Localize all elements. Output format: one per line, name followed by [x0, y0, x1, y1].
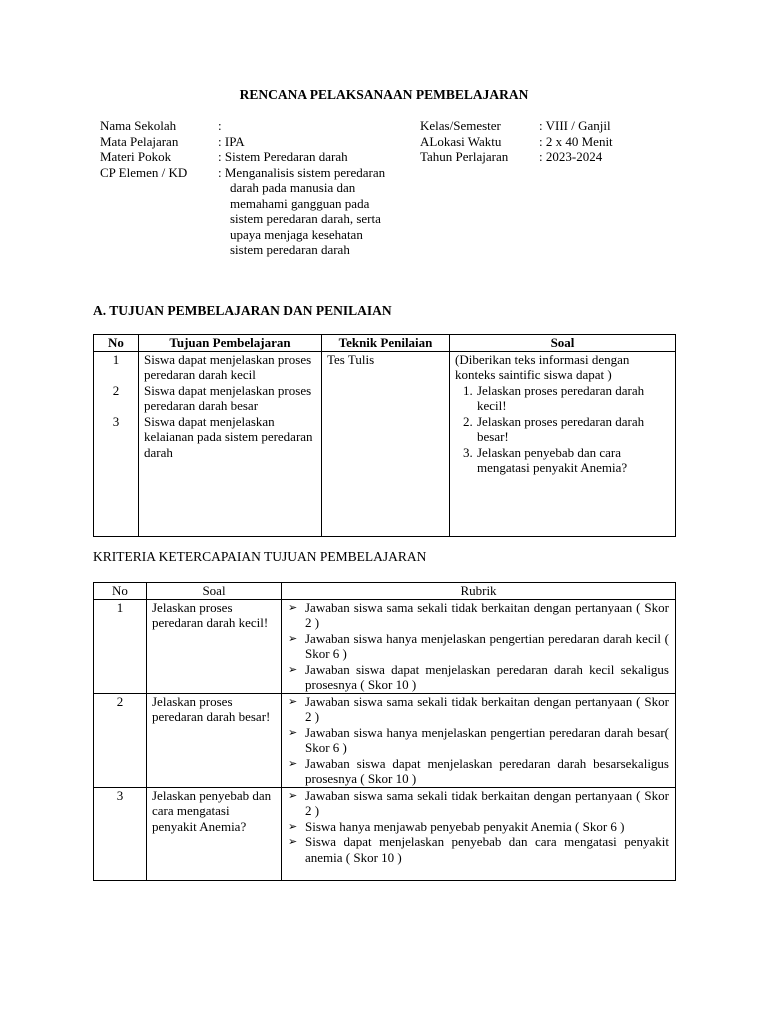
rubrik-text: Siswa dapat menjelaskan penyebab dan cara mengatasi penyakit anemia ( Skor 10 ): [305, 834, 669, 865]
arrowhead-bullet-icon: ➢: [288, 819, 298, 833]
row-number: 2: [112, 382, 120, 398]
header-no: No: [94, 335, 139, 352]
soal-intro: (Diberikan teks informasi dengan konteks saintific siswa dapat ): [455, 351, 630, 382]
identity-label: Kelas/Semester: [420, 118, 501, 133]
identity-label: Tahun Perlajaran: [420, 149, 509, 164]
rubrik-text: Jawaban siswa hanya menjelaskan pengertian peredaran darah kecil ( Skor 6 ): [305, 630, 669, 661]
tujuan-item: Siswa dapat menjelaskan proses peredaran darah kecil: [144, 351, 312, 382]
rubrik-cell: [282, 693, 676, 787]
tujuan-item: Siswa dapat menjelaskan proses peredaran darah besar: [144, 382, 312, 413]
arrowhead-bullet-icon: ➢: [288, 835, 298, 848]
rubrik-list: [288, 694, 669, 787]
identity-label: ALokasi Waktu: [420, 133, 502, 149]
soal-cell: Jelaskan proses peredaran darah kecil!: [147, 599, 282, 693]
identity-row-alokasi-waktu: [420, 134, 660, 150]
table-row: [94, 787, 676, 880]
header-no: No: [94, 583, 147, 600]
rubrik-cell: [282, 787, 676, 880]
no-cell: [94, 351, 139, 536]
identity-value: : VIII / Ganjil: [539, 118, 611, 133]
soal-item: 3. Jelaskan penyebab dan cara mengatasi penyakit Anemia?: [476, 445, 670, 476]
no-cell: 3: [94, 787, 147, 880]
rubrik-list: [288, 788, 669, 866]
cp-line: memahami gangguan pada: [230, 195, 370, 211]
header-soal: Soal: [450, 335, 676, 352]
identity-left: [100, 118, 420, 258]
soal-list: [455, 383, 670, 476]
table-header-row: [94, 583, 676, 600]
rubrik-text: Jawaban siswa dapat menjelaskan peredaran darah kecil sekaligus prosesnya ( Skor 10 ): [305, 661, 669, 692]
rubrik-cell: [282, 599, 676, 693]
identity-row-nama-sekolah: [100, 118, 420, 134]
cp-line: sistem peredaran darah, serta: [230, 211, 381, 226]
identity-value: : Sistem Peredaran darah: [218, 149, 348, 164]
rubrik-text: Siswa hanya menjawab penyebab penyakit Anemia ( Skor 6 ): [305, 818, 625, 834]
identity-row-materi-pokok: [100, 149, 420, 165]
identity-value: [218, 165, 408, 258]
rubrik-text: Jawaban siswa hanya menjelaskan pengertian peredaran darah besar( Skor 6 ): [305, 724, 669, 755]
kriteria-table: [93, 582, 676, 881]
table-header-row: [94, 335, 676, 352]
soal-item: 1. Jelaskan proses peredaran darah kecil!: [476, 383, 670, 414]
arrowhead-bullet-icon: ➢: [288, 631, 298, 645]
soal-cell: [450, 351, 676, 536]
header-soal: Soal: [147, 583, 282, 600]
teknik-cell: Tes Tulis: [322, 351, 450, 536]
identity-row-cp-elemen: [100, 165, 420, 258]
identity-value: :: [218, 118, 222, 133]
rubrik-list: [288, 600, 669, 693]
rubrik-text: Jawaban siswa sama sekali tidak berkaitan dengan pertanyaan ( Skor 2 ): [305, 599, 669, 630]
rubrik-item: [288, 662, 669, 693]
row-number: 1: [112, 351, 120, 367]
identity-row-kelas-semester: [420, 118, 660, 134]
cp-line: upaya menjaga kesehatan: [230, 226, 363, 242]
arrowhead-bullet-icon: ➢: [288, 694, 298, 708]
table-row: [94, 693, 676, 787]
section-a-heading: A. TUJUAN PEMBELAJARAN DAN PENILAIAN: [93, 303, 392, 318]
identity-label: Mata Pelajaran: [100, 133, 179, 149]
rubrik-item: [288, 788, 669, 819]
tujuan-penilaian-table: [93, 334, 676, 537]
cp-description-first-line: : Menganalisis sistem peredaran: [218, 164, 386, 180]
rubrik-item: [288, 834, 669, 865]
identity-value: : 2023-2024: [539, 149, 603, 164]
arrowhead-bullet-icon: ➢: [288, 756, 298, 770]
cp-line: sistem peredaran darah: [230, 242, 350, 257]
rubrik-item: [288, 631, 669, 662]
rubrik-item: [288, 756, 669, 787]
rubrik-item: [288, 694, 669, 725]
tujuan-item: Siswa dapat menjelaskan kelaianan pada sistem peredaran darah: [144, 413, 313, 460]
arrowhead-bullet-icon: ➢: [288, 600, 298, 614]
identity-value: : IPA: [218, 133, 245, 149]
table-row: [94, 351, 676, 536]
arrowhead-bullet-icon: ➢: [288, 788, 298, 802]
rubrik-item: [288, 725, 669, 756]
identity-right: [420, 118, 660, 165]
kriteria-heading: KRITERIA KETERCAPAIAN TUJUAN PEMBELAJARAN: [93, 549, 427, 564]
row-number: 3: [112, 413, 120, 429]
arrowhead-bullet-icon: ➢: [288, 662, 298, 676]
no-cell: 1: [94, 599, 147, 693]
identity-value: : 2 x 40 Menit: [539, 133, 613, 149]
rubrik-text: Jawaban siswa sama sekali tidak berkaitan dengan pertanyaan ( Skor 2 ): [305, 787, 669, 818]
identity-label: Materi Pokok: [100, 149, 172, 164]
rubrik-item: [288, 819, 669, 835]
header-rubrik: Rubrik: [282, 583, 676, 600]
cp-line: darah pada manusia dan: [230, 180, 356, 195]
rubrik-item: [288, 600, 669, 631]
soal-cell: Jelaskan penyebab dan cara mengatasi penyakit Anemia?: [147, 787, 282, 880]
document-title: RENCANA PELAKSANAAN PEMBELAJARAN: [239, 87, 529, 102]
cp-description-continuation: [218, 180, 408, 258]
table-row: [94, 599, 676, 693]
rubrik-text: Jawaban siswa sama sekali tidak berkaitan dengan pertanyaan ( Skor 2 ): [305, 693, 669, 724]
header-teknik: Teknik Penilaian: [322, 335, 450, 352]
rubrik-text: Jawaban siswa dapat menjelaskan peredaran darah besarsekaligus prosesnya ( Skor 10 ): [305, 755, 669, 786]
identity-label: CP Elemen / KD: [100, 164, 188, 180]
identity-row-tahun-pelajaran: [420, 149, 660, 165]
identity-label: Nama Sekolah: [100, 118, 177, 133]
tujuan-cell: [139, 351, 322, 536]
arrowhead-bullet-icon: ➢: [288, 725, 298, 739]
header-tujuan: Tujuan Pembelajaran: [139, 335, 322, 352]
no-cell: 2: [94, 693, 147, 787]
soal-item: 2. Jelaskan proses peredaran darah besar!: [476, 414, 670, 445]
soal-cell: Jelaskan proses peredaran darah besar!: [147, 693, 282, 787]
identity-row-mata-pelajaran: [100, 134, 420, 150]
